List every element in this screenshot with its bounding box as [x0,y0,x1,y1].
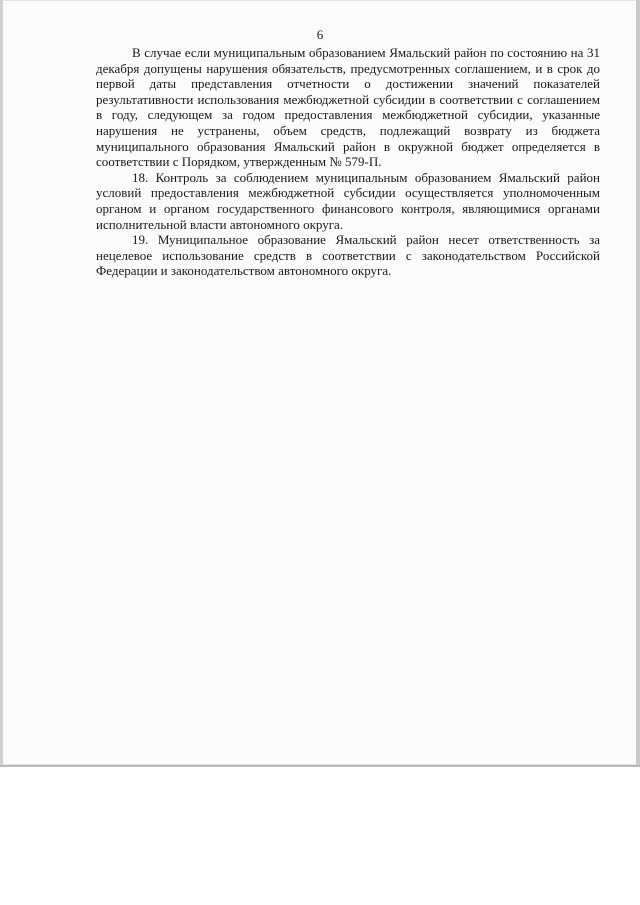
page-edge-left [0,0,3,765]
paragraph-18-control: 18. Контроль за соблюдением муниципальным образованием Ямальский район условий предоставления межбюджетной субсидии осуществляется уполномоченным органом и органом государственного финансового контроля, являющимися органами исполнительной власти автономного округа. [96,169,600,232]
page-number: 6 [316,27,324,42]
page-edge-right [636,0,640,765]
paragraph-violations-return: В случае если муниципальным образованием Ямальский район по состоянию на 31 декабря допущены нарушения обязательств, предусмотренных соглашением, и в срок до первой даты представления отчетности о достижении значений показателей результативности использования межбюджетной субсидии в соответствии с соглашением в году, следующем за годом предоставления межбюджетной субсидии, указанные нарушения не устранены, объем средств, подлежащий возврату из бюджета муниципального образования Ямальский район в окружной бюджет определяется в соответствии с Порядком, утвержденным № 579-П. [96,45,600,170]
paragraph-19-responsibility: 19. Муниципальное образование Ямальский район несет ответственность за нецелевое использование средств в соответствии с законодательством Российской Федерации и законодательством автономного округа. [96,232,600,279]
document-body [96,45,600,279]
